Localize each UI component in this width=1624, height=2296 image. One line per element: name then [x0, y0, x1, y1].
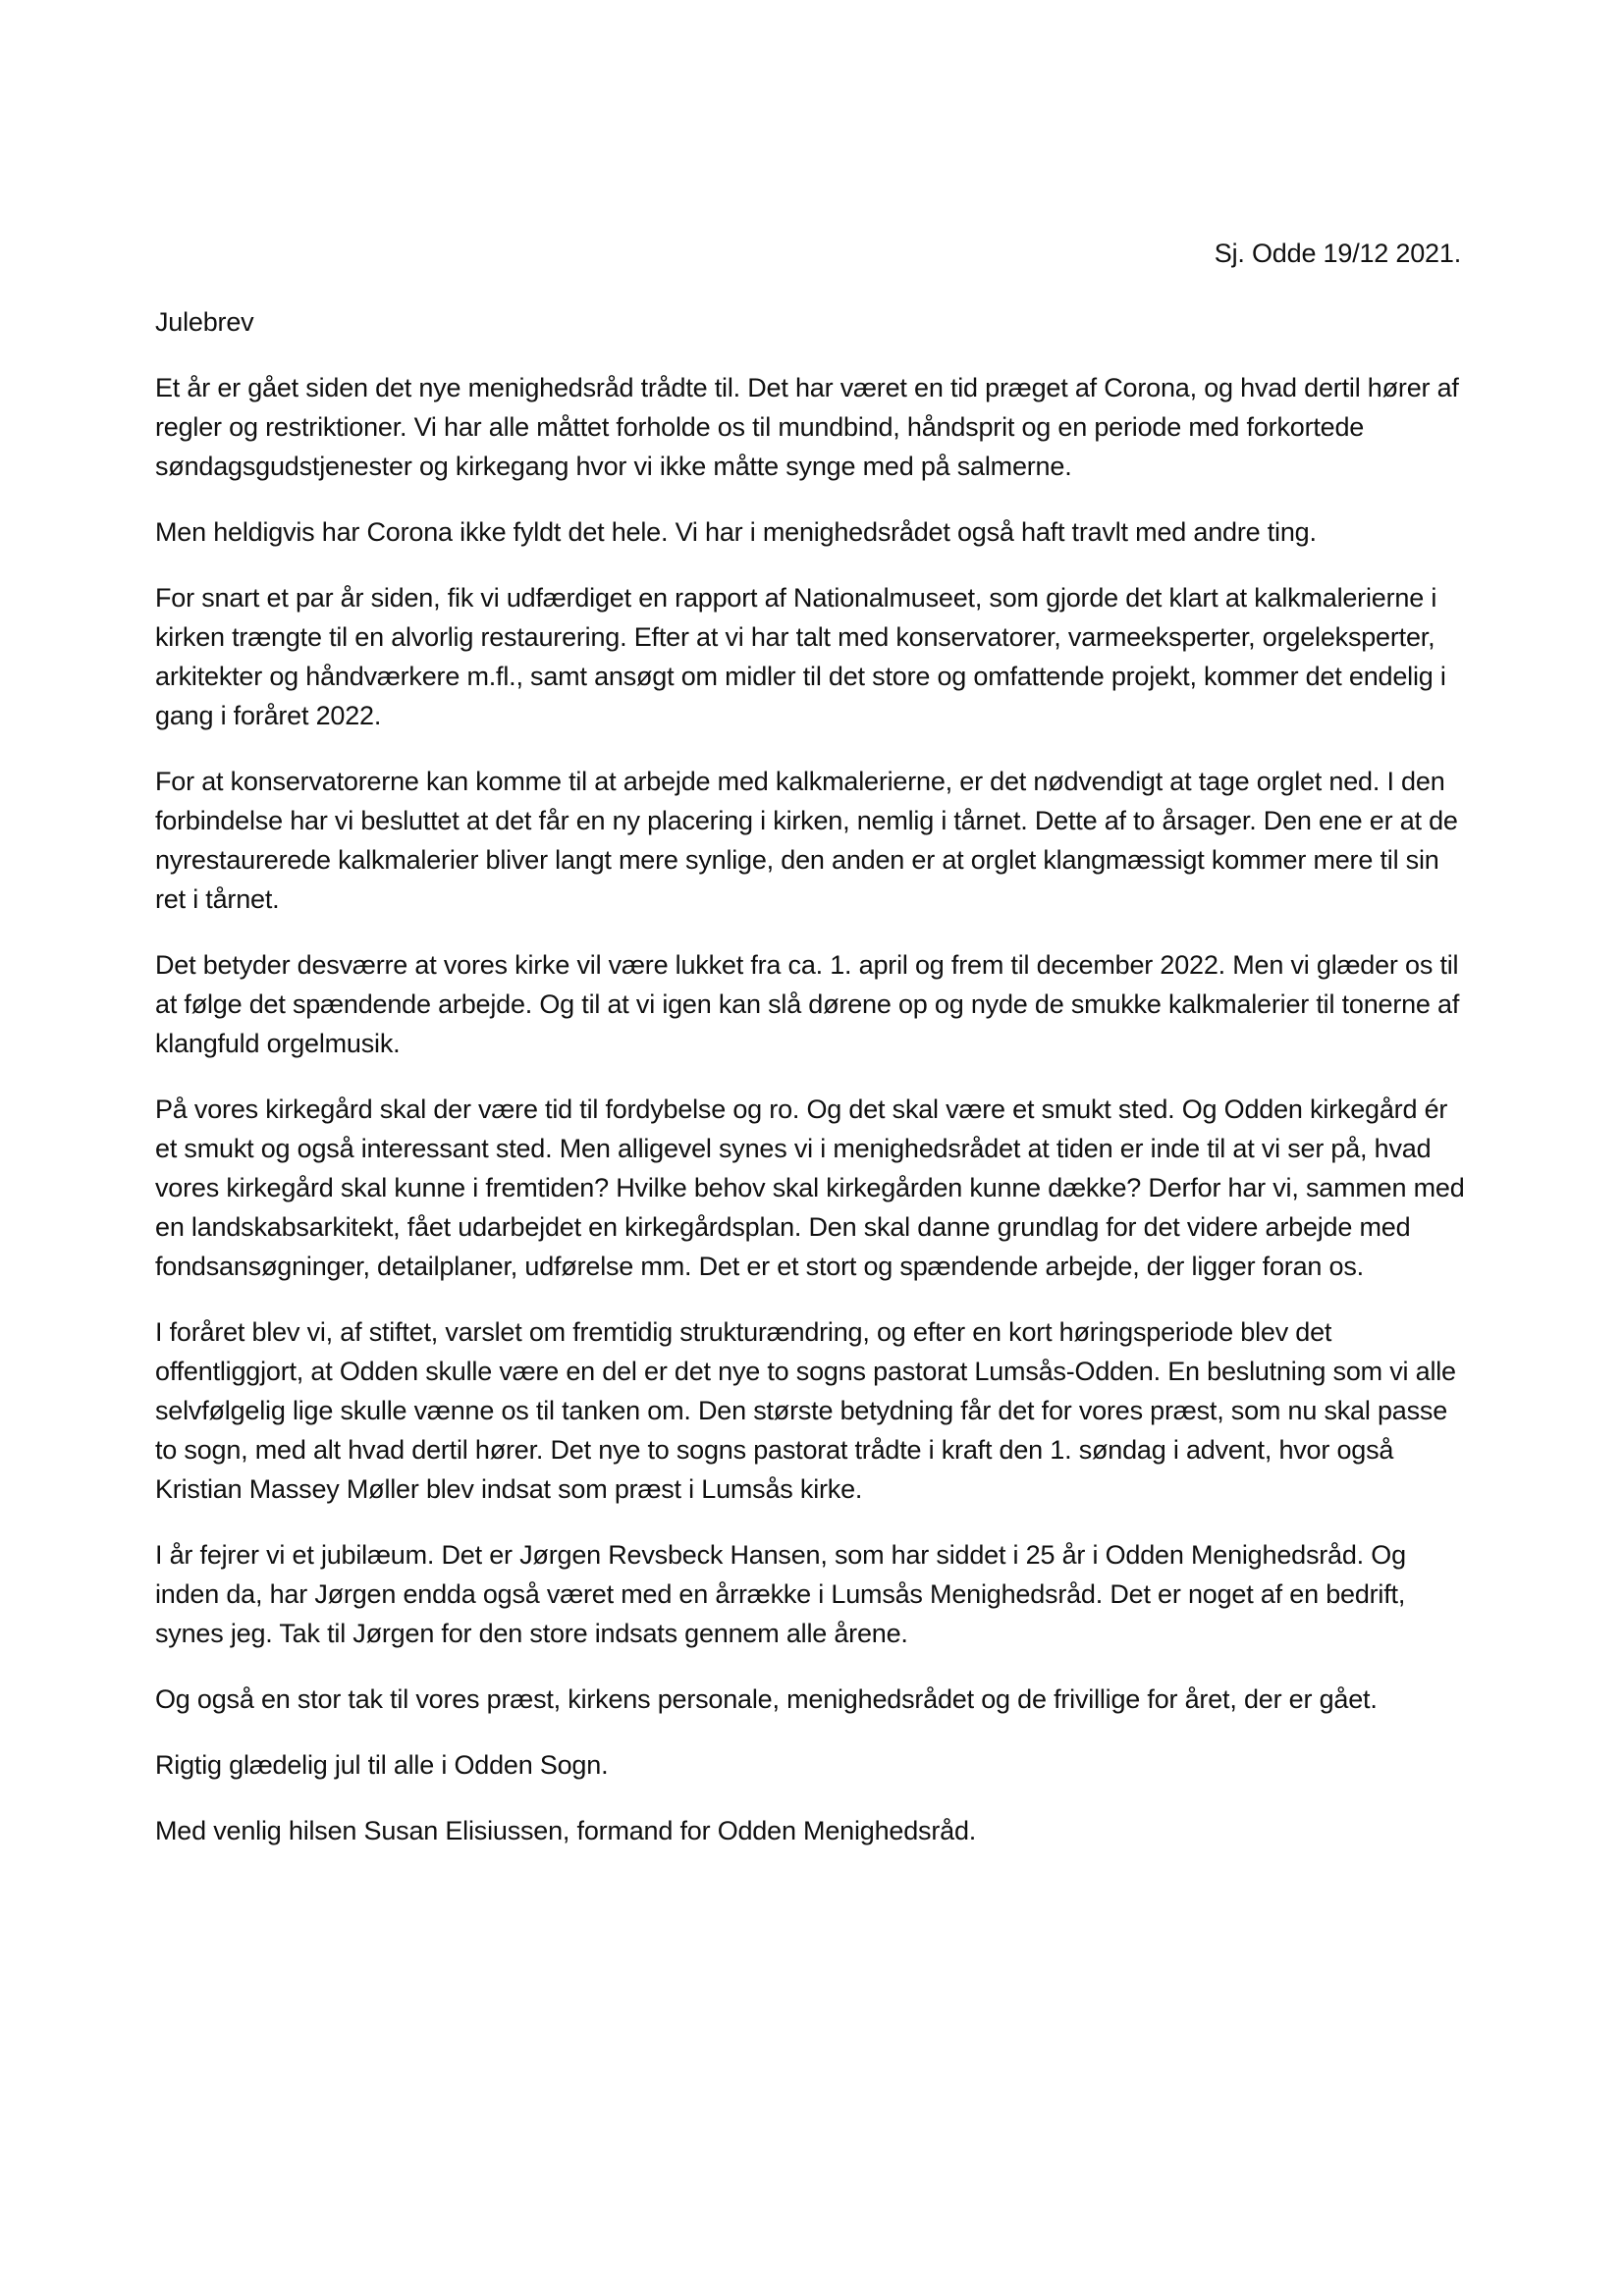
paragraph-greeting: Rigtig glædelig jul til alle i Odden Sogn. — [155, 1750, 609, 1780]
paragraph-thanks: Og også en stor tak til vores præst, kirkens personale, menighedsrådet og de frivillige for året, der er gået. — [155, 1684, 1378, 1714]
paragraph-churchyard: På vores kirkegård skal der være tid til fordybelse og ro. Og det skal være et smukt sted. Og Odden kirkegård ér et smukt og også interessant sted. Men alligevel synes vi i menighedsrådet at tiden er inde til at vi ser på, hvad vores kirkegård skal kunne i fremtiden? Hvilke behov skal kirkegården kunne dække? Derfor har vi, sammen med en landskabsarkitekt, fået udarbejdet en kirkegårdsplan. Den skal danne grundlag for det videre arbejde med fondsansøgninger, detailplaner, udførelse mm. Det er et stort og spændende arbejde, der ligger foran os. — [155, 1095, 1465, 1281]
letter-date: Sj. Odde 19/12 2021. — [1214, 239, 1461, 268]
paragraph-jubilee: I år fejrer vi et jubilæum. Det er Jørgen Revsbeck Hansen, som har siddet i 25 år i Odden Menighedsråd. Og inden da, har Jørgen endda også været med en årrække i Lumsås Menighedsråd. Det er noget af en bedrift, synes jeg. Tak til Jørgen for den store indsats gennem alle årene. — [155, 1540, 1406, 1648]
paragraph-corona: Men heldigvis har Corona ikke fyldt det hele. Vi har i menighedsrådet også haft travlt med andre ting. — [155, 517, 1317, 547]
paragraph-intro: Et år er gået siden det nye menighedsråd trådte til. Det har været en tid præget af Corona, og hvad dertil hører af regler og restriktioner. Vi har alle måttet forholde os til mundbind, håndsprit og en periode med forkortede søndagsgudstjenester og kirkegang hvor vi ikke måtte synge med på salmerne. — [155, 373, 1459, 481]
letter-body — [155, 234, 1471, 1850]
paragraph-restoration: For snart et par år siden, fik vi udfærdiget en rapport af Nationalmuseet, som gjorde det klart at kalkmalerierne i kirken trængte til en alvorlig restaurering. Efter at vi har talt med konservatorer, varmeeksperter, orgeleksperter, arkitekter og håndværkere m.fl., samt ansøgt om midler til det store og omfattende projekt, kommer det endelig i gang i foråret 2022. — [155, 583, 1446, 730]
paragraph-closure: Det betyder desværre at vores kirke vil være lukket fra ca. 1. april og frem til december 2022. Men vi glæder os til at følge det spændende arbejde. Og til at vi igen kan slå dørene op og nyde de smukke kalkmalerier til tonerne af klangfuld orgelmusik. — [155, 950, 1460, 1058]
paragraph-structure: I foråret blev vi, af stiftet, varslet om fremtidig strukturændring, og efter en kort høringsperiode blev det offentliggjort, at Odden skulle være en del er det nye to sogns pastorat Lumsås-Odden. En beslutning som vi alle selvfølgelig lige skulle vænne os til tanken om. Den største betydning får det for vores præst, som nu skal passe to sogn, med alt hvad dertil hører. Det nye to sogns pastorat trådte i kraft den 1. søndag i advent, hvor også Kristian Massey Møller blev indsat som præst i Lumsås kirke. — [155, 1317, 1456, 1504]
letter-signature: Med venlig hilsen Susan Elisiussen, formand for Odden Menighedsråd. — [155, 1816, 977, 1845]
letter-heading: Julebrev — [155, 307, 254, 337]
paragraph-organ: For at konservatorerne kan komme til at arbejde med kalkmalerierne, er det nødvendigt at tage orglet ned. I den forbindelse har vi besluttet at det får en ny placering i kirken, nemlig i tårnet. Dette af to årsager. Den ene er at de nyrestaurerede kalkmalerier bliver langt mere synlige, den anden er at orglet klangmæssigt kommer mere til sin ret i tårnet. — [155, 767, 1458, 914]
